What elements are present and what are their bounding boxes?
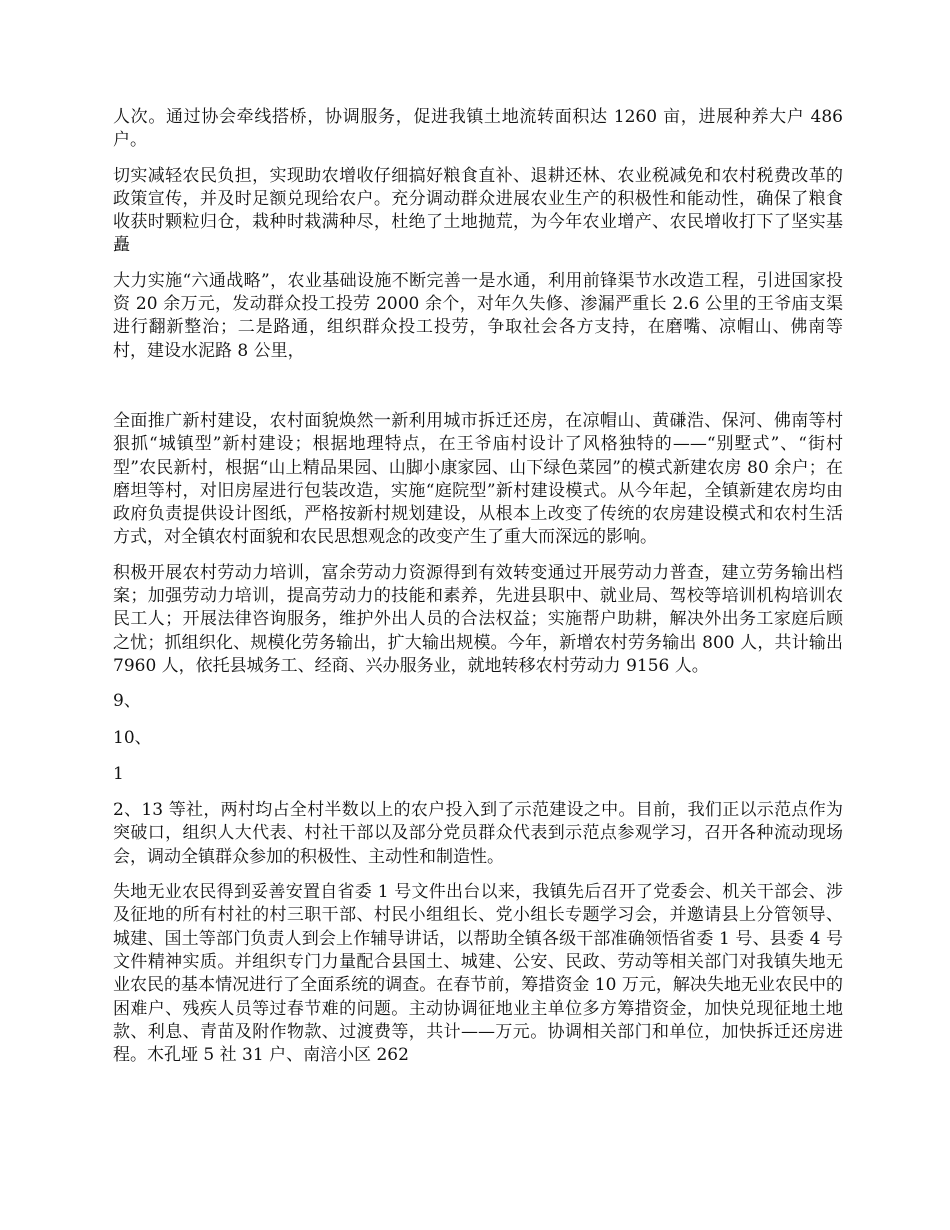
paragraph-new-village: 全面推广新村建设，农村面貌焕然一新利用城市拆迁还房，在凉帽山、黄磏浩、保河、佛南等村狠抓“城镇型”新村建设；根据地理特点，在王爷庙村设计了风格独特的——“别墅式”、“街村型”农民新村，根据“山上精品果园、山脚小康家园、山下绿色菜园”的模式新建农房 80 余户；在磨坦等村，对旧房屋进行包装改造，实施“庭院型”新村建设模式。从今年起，全镇新建农房均由政府负责提供设计图纸，严格按新村规划建设，从根本上改变了传统的农房建设模式和农村生活方式，对全镇农村面貌和农民思想观念的改变产生了重大而深远的影响。 xyxy=(113,410,843,548)
paragraph-land-transfer: 人次。通过协会牵线搭桥，协调服务，促进我镇土地流转面积达 1260 亩，进展种养大户 486 户。 xyxy=(113,107,843,151)
document-body xyxy=(113,106,843,1079)
list-number-1: 1 xyxy=(113,763,124,784)
paragraph-demonstration: 2、13 等社，两村均占全村半数以上的农户投入到了示范建设之中。目前，我们正以示范点作为突破口，组织人大代表、村社干部以及部分党员群众代表到示范点参观学习，召开各种流动现场会，调动全镇群众参加的积极性、主动性和制造性。 xyxy=(113,800,843,867)
paragraph-landless-farmers: 失地无业农民得到妥善安置自省委 1 号文件出台以来，我镇先后召开了党委会、机关干部会、涉及征地的所有村社的村三职干部、村民小组组长、党小组长专题学习会，并邀请县上分管领导、城建、国土等部门负责人到会上作辅导讲话，以帮助全镇各级干部准确领悟省委 1 号、县委 4 号文件精神实质。并组织专门力量配合县国土、城建、公安、民政、劳动等相关部门对我镇失地无业农民的基本情况进行了全面系统的调查。在春节前，筹措资金 10 万元，解决失地无业农民中的困难户、残疾人员等过春节难的问题。主动协调征地业主单位多方筹措资金，加快兑现征地土地款、利息、青苗及附作物款、过渡费等，共计——万元。协调相关部门和单位，加快拆迁还房进程。木孔垭 5 社 31 户、南涪小区 262 xyxy=(113,882,843,1066)
list-number-10: 10、 xyxy=(113,727,152,748)
paragraph-reduce-burden: 切实减轻农民负担，实现助农增收仔细搞好粮食直补、退耕还林、农业税减免和农村税费改革的政策宣传，并及时足额兑现给农户。充分调动群众进展农业生产的积极性和能动性，确保了粮食收获时颗粒归仓，栽种时栽满种尽，杜绝了土地抛荒，为今年农业增产、农民增收打下了坚实基矗 xyxy=(113,165,843,256)
paragraph-six-access-strategy: 大力实施“六通战略”，农业基础设施不断完善一是水通，利用前锋渠节水改造工程，引进国家投资 20 余万元，发动群众投工投劳 2000 余个，对年久失修、渗漏严重长 2.6 公里的王爷庙支渠进行翻新整治；二是路通，组织群众投工投劳，争取社会各方支持，在磨嘴、凉帽山、佛南等村，建设水泥路 8 公里， xyxy=(113,270,843,361)
paragraph-labor-training: 积极开展农村劳动力培训，富余劳动力资源得到有效转变通过开展劳动力普查，建立劳务输出档案；加强劳动力培训，提高劳动力的技能和素养，先进县职中、就业局、驾校等培训机构培训农民工人；开展法律咨询服务，维护外出人员的合法权益；实施帮户助耕，解决外出务工家庭后顾之忧；抓组织化、规模化劳务输出，扩大输出规模。今年，新增农村劳务输出 800 人，共计输出 7960 人，依托县城务工、经商、兴办服务业，就地转移农村劳动力 9156 人。 xyxy=(113,562,843,676)
list-number-9: 9、 xyxy=(113,691,141,712)
